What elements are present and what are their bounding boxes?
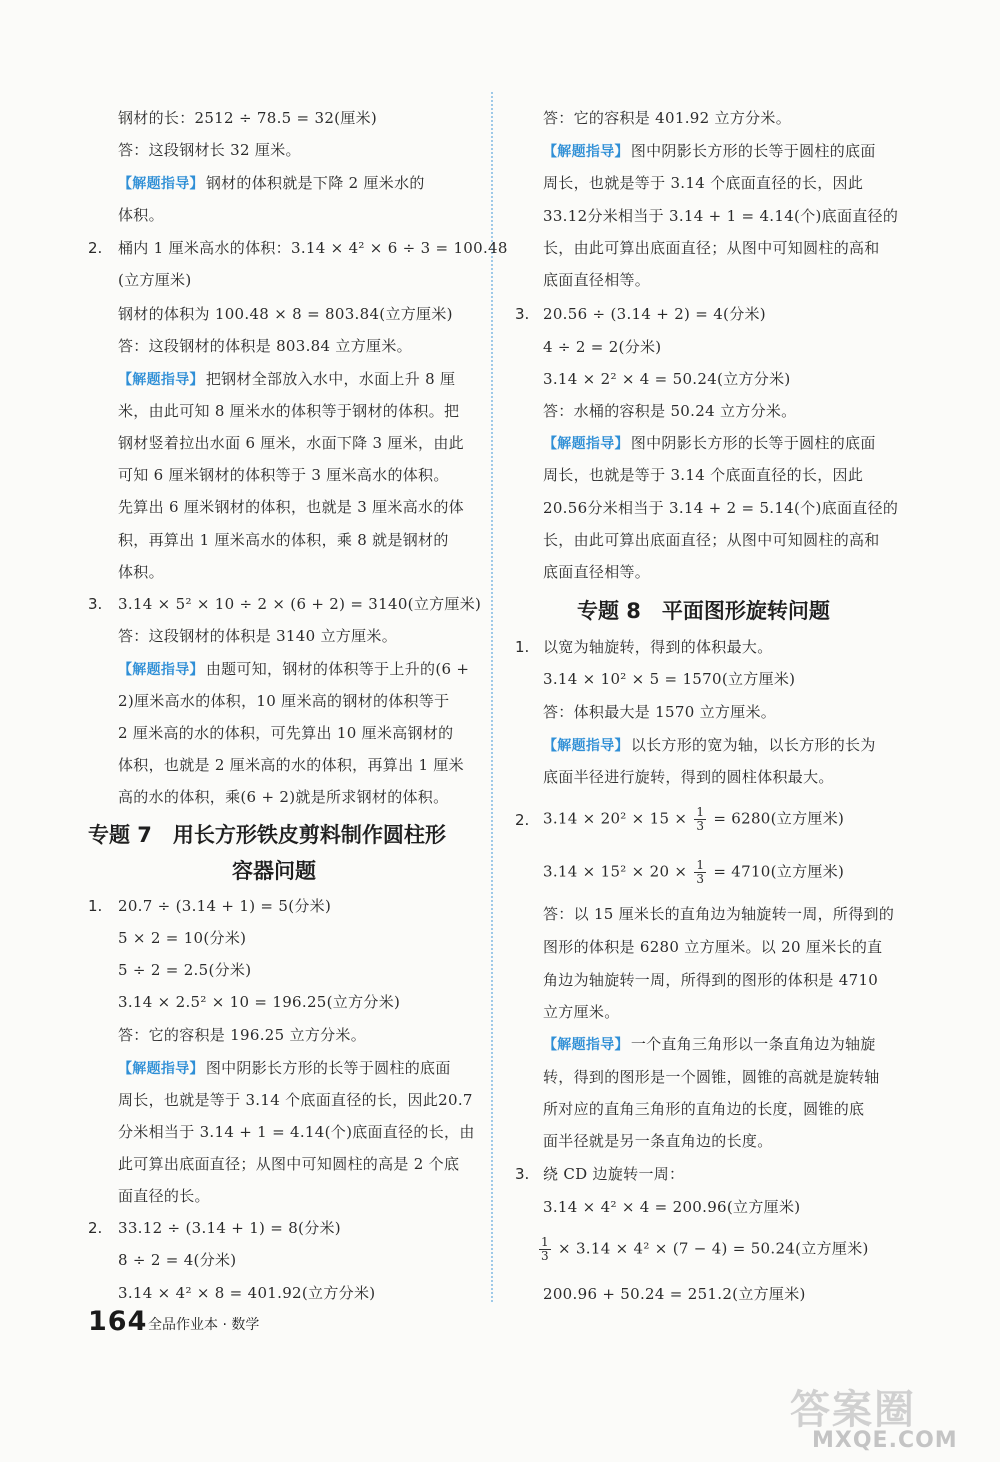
formula-line: $\frac{1}{3}$ × 3.14 × 4² × (7 − 4) = 50.24(立方厘米) [541, 1235, 869, 1263]
tip-line: 面半径就是另一条直角边的长度。 [543, 1132, 773, 1150]
text-line: 4 ÷ 2 = 2(分米) [543, 338, 662, 356]
tip-line: 【解题指导】 图中阴影长方形的长等于圆柱的底面 [543, 142, 876, 160]
text-line: 8 ÷ 2 = 4(分米) [118, 1251, 237, 1269]
watermark-url: MXQE.COM [812, 1428, 958, 1453]
tip-line: 周长，也就是等于 3.14 个底面直径的长，因此 [543, 466, 864, 484]
watermark-logo [770, 1378, 990, 1458]
tip-line: 积，再算出 1 厘米高水的体积，乘 8 就是钢材的 [118, 531, 449, 549]
tip-line: 转，得到的图形是一个圆锥，圆锥的高就是旋转轴 [543, 1068, 880, 1086]
tip-line: 高的水的体积，乘(6 + 2)就是所求钢材的体积。 [118, 788, 449, 806]
watermark-text: 答案圈 [790, 1387, 916, 1433]
tip-line: 分米相当于 3.14 + 1 = 4.14(个)底面直径的长，由 [118, 1123, 475, 1141]
tip-line: 此可算出底面直径；从图中可知圆柱的高是 2 个底 [118, 1155, 460, 1173]
tip-line: 【解题指导】 一个直角三角形以一条直角边为轴旋 [543, 1035, 876, 1053]
text-line: 200.96 + 50.24 = 251.2(立方厘米) [543, 1285, 806, 1303]
tip-line: 【解题指导】 由题可知，钢材的体积等于上升的(6 + [118, 660, 470, 678]
text-line: 答：水桶的容积是 50.24 立方分米。 [543, 402, 797, 420]
text-line: 33.12 ÷ (3.14 + 1) = 8(分米) [118, 1219, 341, 1237]
text-line: 桶内 1 厘米高水的体积：3.14 × 4² × 6 ÷ 3 = 100.48 [118, 239, 508, 257]
text-line: 3.14 × 5² × 10 ÷ 2 × (6 + 2) = 3140(立方厘米) [118, 595, 482, 613]
section-title: 专题 8 平面图形旋转问题 [577, 599, 830, 623]
column-divider [491, 92, 493, 1302]
page-number: 164 [88, 1306, 148, 1337]
tip-line: 体积。 [118, 206, 164, 224]
text-line: 答：这段钢材的体积是 803.84 立方厘米。 [118, 337, 412, 355]
text-line: 5 × 2 = 10(分米) [118, 929, 247, 947]
tip-line: 【解题指导】 钢材的体积就是下降 2 厘米水的 [118, 174, 425, 192]
text-line: 角边为轴旋转一周，所得到的图形的体积是 4710 [543, 971, 879, 989]
tip-line: 2)厘米高水的体积，10 厘米高的钢材的体积等于 [118, 692, 450, 710]
text-line: 以宽为轴旋转，得到的体积最大。 [543, 638, 773, 656]
tip-line: 【解题指导】 图中阴影长方形的长等于圆柱的底面 [543, 434, 876, 452]
text-line: 5 ÷ 2 = 2.5(分米) [118, 961, 252, 979]
fraction: $\frac{1}{3}$ [696, 858, 705, 886]
tip-line: 钢材竖着拉出水面 6 厘米，水面下降 3 厘米，由此 [118, 434, 464, 452]
tip-line: 周长，也就是等于 3.14 个底面直径的长，因此20.7 [118, 1091, 473, 1109]
tip-line: 可知 6 厘米钢材的体积等于 3 厘米高水的体积。 [118, 466, 449, 484]
tip-label: 【解题指导】 [118, 662, 204, 678]
text-line: (立方厘米) [118, 271, 192, 289]
text-line: 3.14 × 4² × 8 = 401.92(立方分米) [118, 1284, 376, 1302]
question-number: 1. [515, 638, 530, 656]
question-number: 2. [515, 811, 530, 829]
tip-line: 33.12分米相当于 3.14 + 1 = 4.14(个)底面直径的 [543, 207, 899, 225]
tip-line: 米，由此可知 8 厘米水的体积等于钢材的体积。把 [118, 402, 460, 420]
text-line: 图形的体积是 6280 立方厘米。以 20 厘米长的直 [543, 938, 883, 956]
tip-line: 体积。 [118, 563, 164, 581]
formula-line: 3.14 × 15² × 20 × $\frac{1}{3}$ = 4710(立方厘米) [543, 858, 845, 886]
question-number: 3. [515, 1165, 530, 1183]
tip-line: 【解题指导】 以长方形的宽为轴，以长方形的长为 [543, 736, 876, 754]
text-line: 20.7 ÷ (3.14 + 1) = 5(分米) [118, 897, 332, 915]
text-line: 3.14 × 2² × 4 = 50.24(立方分米) [543, 370, 791, 388]
text-line: 绕 CD 边旋转一周： [543, 1165, 685, 1183]
tip-line: 底面直径相等。 [543, 271, 651, 289]
text-line: 立方厘米。 [543, 1003, 620, 1021]
tip-line: 底面半径进行旋转，得到的圆柱体积最大。 [543, 768, 834, 786]
tip-label: 【解题指导】 [543, 144, 629, 160]
section-title-cont: 容器问题 [232, 859, 316, 883]
tip-line: 先算出 6 厘米钢材的体积，也就是 3 厘米高水的体 [118, 498, 464, 516]
tip-label: 【解题指导】 [543, 738, 629, 754]
formula-line: 3.14 × 20² × 15 × $\frac{1}{3}$ = 6280(立方厘米) [543, 805, 845, 833]
text-line: 钢材的体积为 100.48 × 8 = 803.84(立方厘米) [118, 305, 453, 323]
fraction: $\frac{1}{3}$ [541, 1235, 549, 1263]
text-line: 3.14 × 2.5² × 10 = 196.25(立方分米) [118, 993, 401, 1011]
tip-label: 【解题指导】 [543, 1037, 629, 1053]
tip-line: 长，由此可算出底面直径；从图中可知圆柱的高和 [543, 239, 880, 257]
text-line: 答：它的容积是 401.92 立方分米。 [543, 109, 792, 127]
tip-label: 【解题指导】 [543, 436, 629, 452]
tip-line: 所对应的直角三角形的直角边的长度，圆锥的底 [543, 1100, 865, 1118]
text-line: 钢材的长：2512 ÷ 78.5 = 32(厘米) [118, 109, 378, 127]
text-line: 答：体积最大是 1570 立方厘米。 [543, 703, 777, 721]
text-line: 答：以 15 厘米长的直角边为轴旋转一周，所得到的 [543, 905, 895, 923]
tip-line: 长，由此可算出底面直径；从图中可知圆柱的高和 [543, 531, 880, 549]
text-line: 3.14 × 10² × 5 = 1570(立方厘米) [543, 670, 796, 688]
question-number: 3. [515, 305, 530, 323]
tip-line: 底面直径相等。 [543, 563, 651, 581]
tip-line: 周长，也就是等于 3.14 个底面直径的长，因此 [543, 174, 864, 192]
text-line: 答：这段钢材的体积是 3140 立方厘米。 [118, 627, 398, 645]
question-number: 2. [88, 1219, 103, 1237]
tip-label: 【解题指导】 [118, 176, 204, 192]
text-line: 答：这段钢材长 32 厘米。 [118, 141, 301, 159]
question-number: 2. [88, 239, 103, 257]
text-line: 答：它的容积是 196.25 立方分米。 [118, 1026, 367, 1044]
tip-label: 【解题指导】 [118, 372, 204, 388]
section-title: 专题 7 用长方形铁皮剪料制作圆柱形 [88, 823, 446, 847]
tip-line: 20.56分米相当于 3.14 + 2 = 5.14(个)底面直径的 [543, 499, 899, 517]
question-number: 1. [88, 897, 103, 915]
question-number: 3. [88, 595, 103, 613]
tip-line: 【解题指导】 把钢材全部放入水中，水面上升 8 厘 [118, 370, 456, 388]
tip-line: 面直径的长。 [118, 1187, 210, 1205]
book-title: 全品作业本 · 数学 [148, 1317, 260, 1333]
text-line: 20.56 ÷ (3.14 + 2) = 4(分米) [543, 305, 766, 323]
text-line: 3.14 × 4² × 4 = 200.96(立方厘米) [543, 1198, 801, 1216]
tip-line: 2 厘米高的水的体积，可先算出 10 厘米高钢材的 [118, 724, 454, 742]
tip-line: 体积，也就是 2 厘米高的水的体积，再算出 1 厘米 [118, 756, 464, 774]
fraction: $\frac{1}{3}$ [696, 805, 705, 833]
tip-line: 【解题指导】 图中阴影长方形的长等于圆柱的底面 [118, 1059, 451, 1077]
tip-label: 【解题指导】 [118, 1061, 204, 1077]
